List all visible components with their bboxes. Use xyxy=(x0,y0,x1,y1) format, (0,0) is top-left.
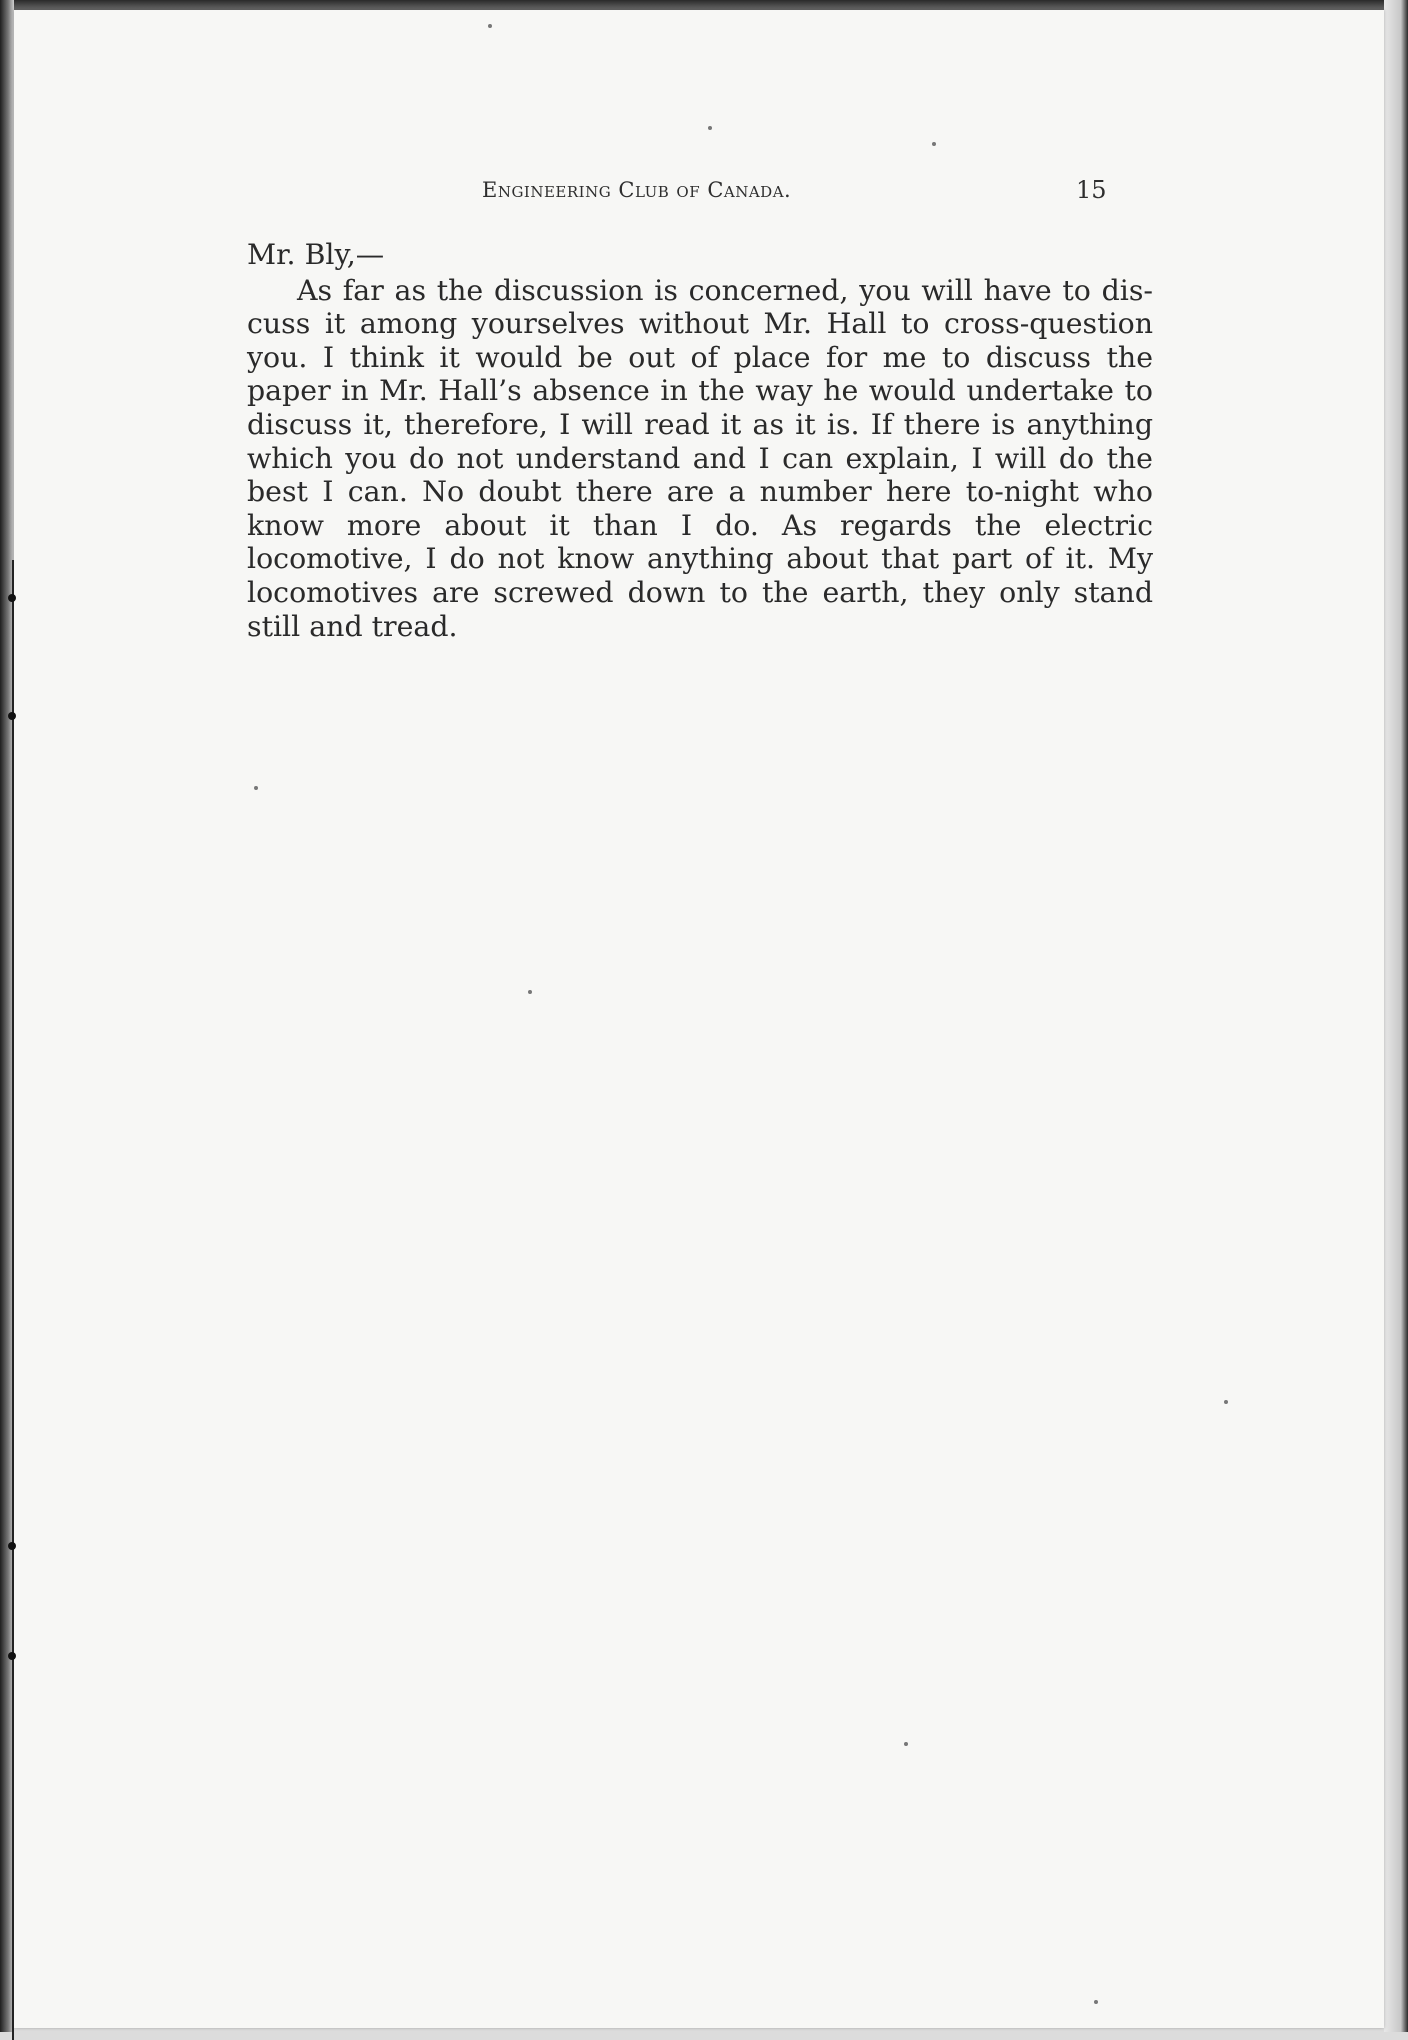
binding-tick xyxy=(8,1652,16,1660)
document-page xyxy=(14,10,1384,2028)
salutation: Mr. Bly,— xyxy=(247,238,385,271)
binding-line xyxy=(12,560,14,2040)
binding-tick xyxy=(8,594,16,602)
scan-speck xyxy=(1224,1400,1228,1404)
scan-right-edge xyxy=(1384,0,1408,2032)
scan-speck xyxy=(1094,2000,1098,2004)
scan-speck xyxy=(254,786,258,790)
body-text xyxy=(247,238,1153,643)
page-number: 15 xyxy=(1076,176,1107,204)
paragraph: As far as the discussion is concerned, you will have to discuss it among yourselves without Mr. Hall to cross-question you. I think it would be out of place for me to discuss the paper in Mr. Hall’s absence in the way he would undertake to discuss it, therefore, I will read it as it is. If there is anything which you do not understand and I can explain, I will do the best I can. No doubt there are a number here to-night who know more about it than I do. As regards the electric locomotive, I do not know anything about that part of it. My locomotives are screwed down to the earth, they only stand still and tread. xyxy=(247,273,1153,643)
binding-tick xyxy=(8,1542,16,1550)
scan-speck xyxy=(708,126,712,130)
scan-speck xyxy=(932,142,936,146)
binding-tick xyxy=(8,712,16,720)
scan-speck xyxy=(488,24,492,28)
scan-speck xyxy=(528,990,532,994)
running-head: Engineering Club of Canada. xyxy=(482,178,792,202)
scan-top-edge xyxy=(0,0,1408,10)
scan-speck xyxy=(904,1742,908,1746)
